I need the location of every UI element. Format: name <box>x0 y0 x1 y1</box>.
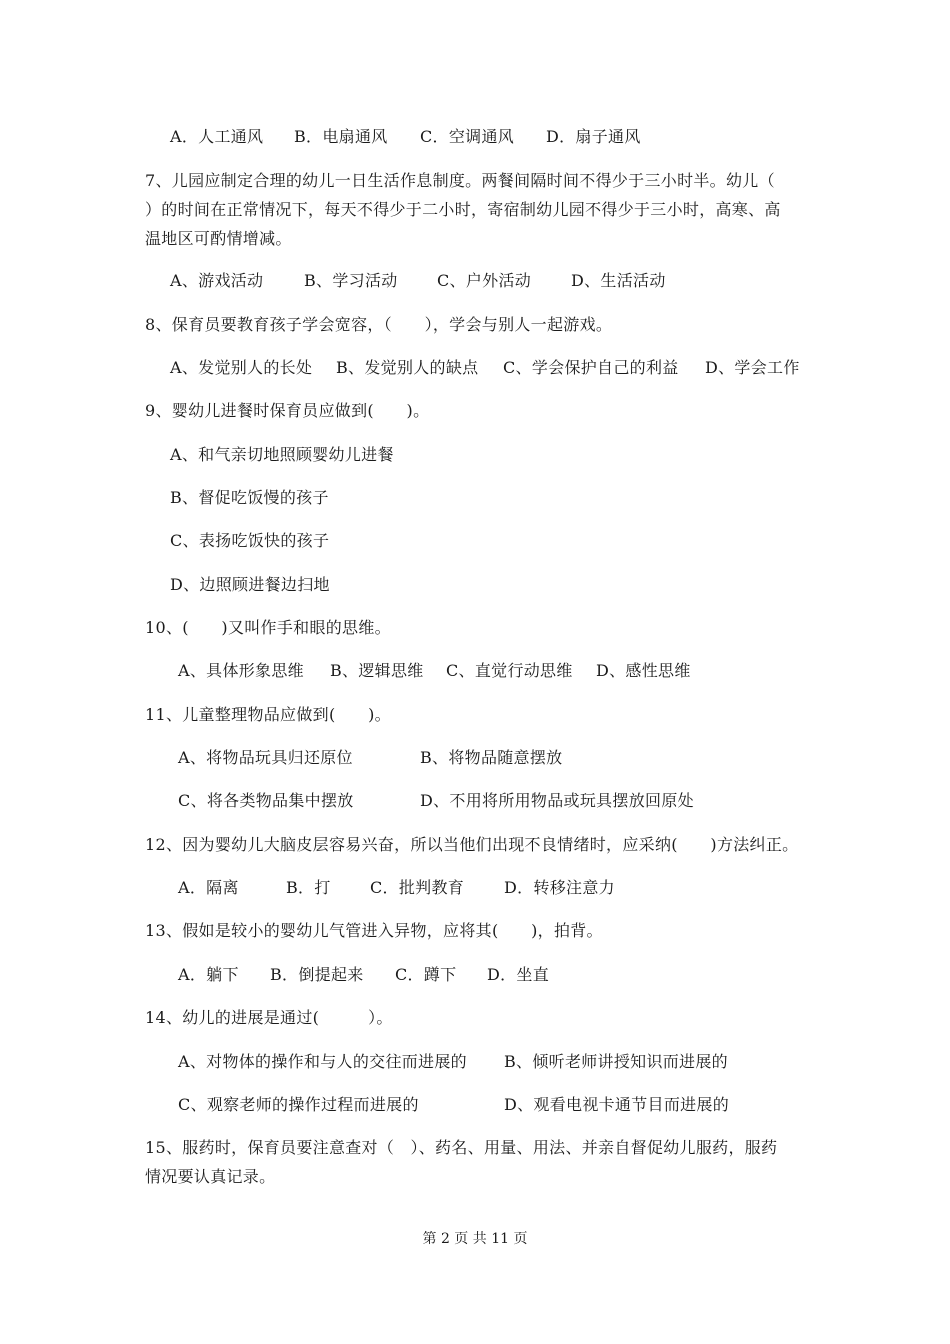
q6-option-a: A．人工通风 <box>170 127 264 146</box>
question-15-line-1: 15、服药时，保育员要注意查对（ ）、药名、用量、用法、并亲自督促幼儿服药，服药 <box>145 1138 778 1157</box>
q11-option-c: C、将各类物品集中摆放 <box>178 791 354 810</box>
question-7-line-1: 7、儿园应制定合理的幼儿一日生活作息制度。两餐间隔时间不得少于三小时半。幼儿（ <box>145 171 775 190</box>
q12-option-b: B．打 <box>286 878 331 897</box>
q7-option-c: C、户外活动 <box>437 271 532 290</box>
q8-option-b: B、发觉别人的缺点 <box>336 358 479 377</box>
q7-option-d: D、生活活动 <box>571 271 666 290</box>
q8-option-c: C、学会保护自己的利益 <box>503 358 679 377</box>
q10-option-a: A、具体形象思维 <box>178 661 304 680</box>
q13-option-b: B．倒提起来 <box>270 965 364 984</box>
q9-option-c: C、表扬吃饭快的孩子 <box>170 531 330 550</box>
q13-option-d: D．坐直 <box>487 965 550 984</box>
question-15-line-2: 情况要认真记录。 <box>145 1167 276 1186</box>
q8-option-d: D、学会工作 <box>705 358 800 377</box>
q6-option-b: B．电扇通风 <box>294 127 388 146</box>
question-13: 13、假如是较小的婴幼儿气管进入异物，应将其( )，拍背。 <box>145 921 603 940</box>
question-7-line-2: ）的时间在正常情况下，每天不得少于二小时，寄宿制幼儿园不得少于三小时，高寒、高 <box>145 200 781 219</box>
q13-option-c: C．蹲下 <box>395 965 457 984</box>
q12-option-a: A．隔离 <box>178 878 239 897</box>
q7-option-b: B、学习活动 <box>304 271 398 290</box>
q12-option-d: D．转移注意力 <box>504 878 615 897</box>
page-number-footer: 第 2 页 共 11 页 <box>422 1231 528 1247</box>
question-14: 14、幼儿的进展是通过( ）。 <box>145 1008 393 1027</box>
q13-option-a: A．躺下 <box>178 965 239 984</box>
q14-option-c: C、观察老师的操作过程而进展的 <box>178 1095 419 1114</box>
question-9: 9、婴幼儿进餐时保育员应做到( )。 <box>145 401 430 420</box>
q11-option-a: A、将物品玩具归还原位 <box>178 748 353 767</box>
question-12: 12、因为婴幼儿大脑皮层容易兴奋，所以当他们出现不良情绪时，应采纳( )方法纠正。 <box>145 835 799 854</box>
q9-option-d: D、边照顾进餐边扫地 <box>170 575 330 594</box>
q14-option-d: D、观看电视卡通节目而进展的 <box>504 1095 730 1114</box>
q14-option-a: A、对物体的操作和与人的交往而进展的 <box>178 1052 467 1071</box>
q10-option-c: C、直觉行动思维 <box>446 661 573 680</box>
question-11: 11、儿童整理物品应做到( )。 <box>145 705 391 724</box>
q6-option-d: D．扇子通风 <box>546 127 641 146</box>
q12-option-c: C．批判教育 <box>370 878 465 897</box>
question-8: 8、保育员要教育孩子学会宽容，（ ），学会与别人一起游戏。 <box>145 315 613 334</box>
q14-option-b: B、倾听老师讲授知识而进展的 <box>504 1052 728 1071</box>
q10-option-b: B、逻辑思维 <box>330 661 424 680</box>
q7-option-a: A、游戏活动 <box>170 271 264 290</box>
q8-option-a: A、发觉别人的长处 <box>170 358 313 377</box>
question-7-line-3: 温地区可酌情增减。 <box>145 229 292 248</box>
q9-option-a: A、和气亲切地照顾婴幼儿进餐 <box>170 445 394 464</box>
question-10: 10、( )又叫作手和眼的思维。 <box>145 618 391 637</box>
q9-option-b: B、督促吃饭慢的孩子 <box>170 488 329 507</box>
q11-option-b: B、将物品随意摆放 <box>420 748 563 767</box>
q10-option-d: D、感性思维 <box>596 661 691 680</box>
q6-option-c: C．空调通风 <box>420 127 515 146</box>
q11-option-d: D、不用将所用物品或玩具摆放回原处 <box>420 791 694 810</box>
